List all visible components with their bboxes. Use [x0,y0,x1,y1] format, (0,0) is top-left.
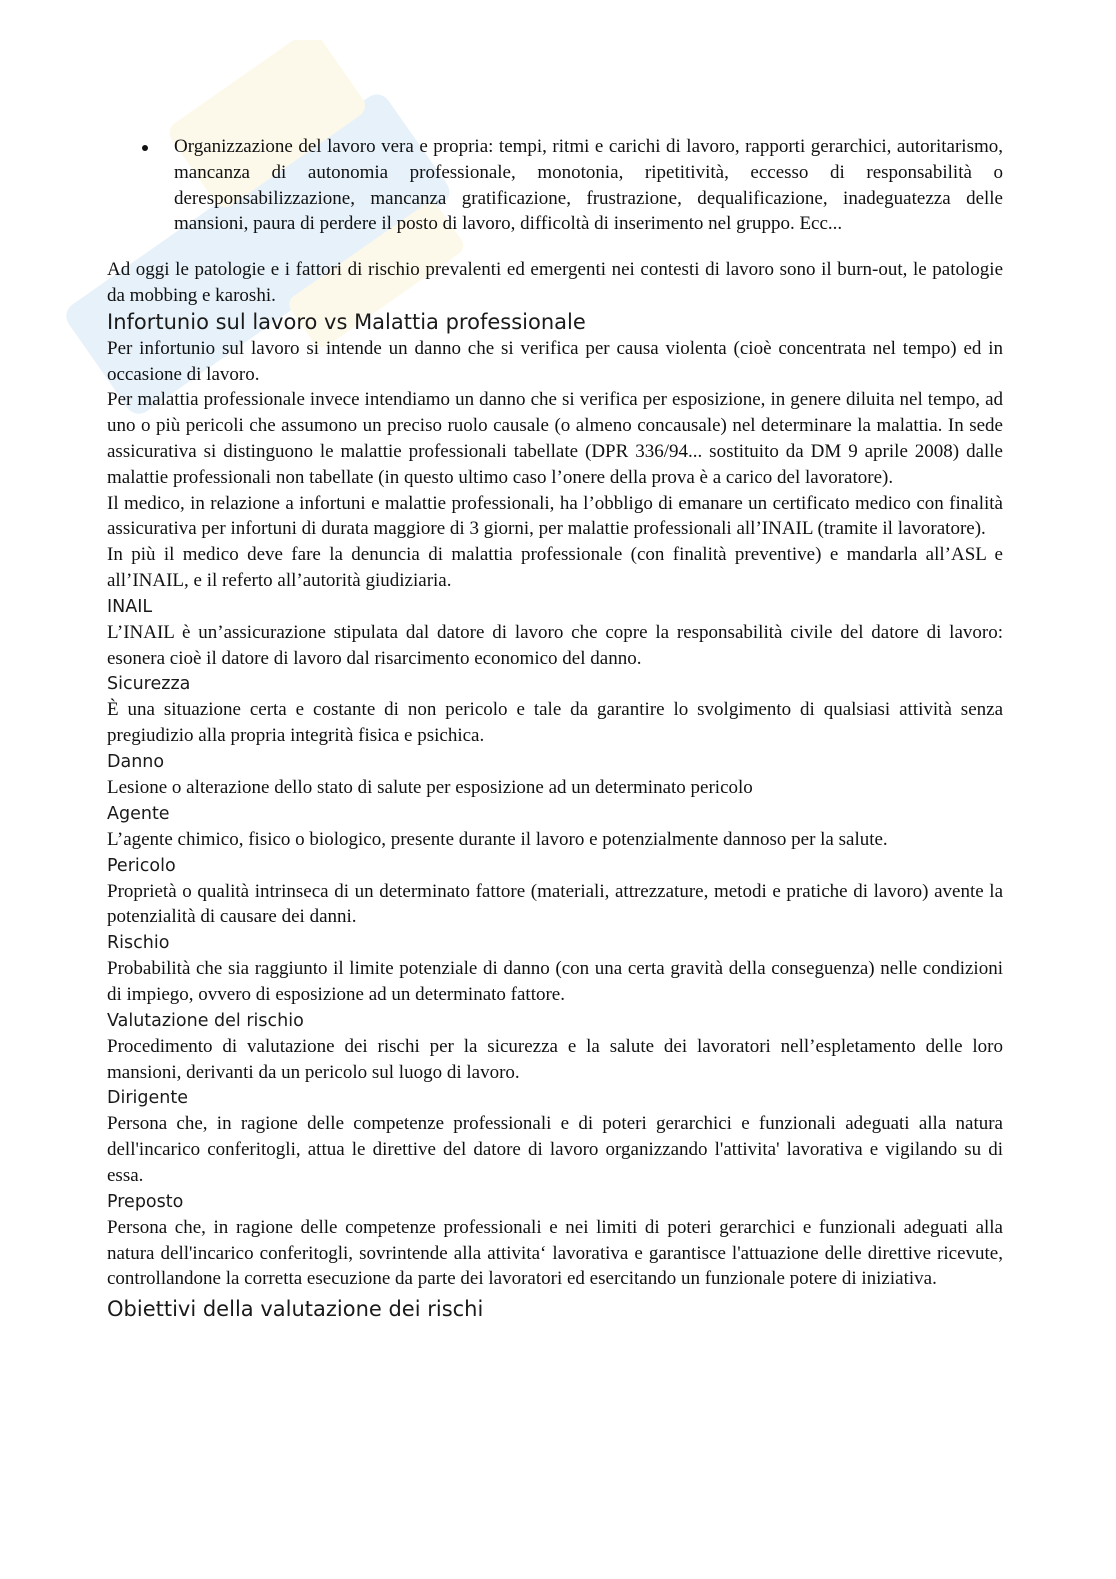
definition-inail: L’INAIL è un’assicurazione stipulata dal datore di lavoro che copre la responsabilità civile del datore di lavoro: esonera cioè il datore di lavoro dal risarcimento economico del danno. [107,621,1003,669]
paragraph-medico: Il medico, in relazione a infortuni e malattie professionali, ha l’obbligo di emanare un certificato medico con finalità assicurativa per infortuni di durata maggiore di 3 giorni, per malattie professionali all’INAIL (tramite il lavoratore). [107,492,1003,540]
bullet-text: Organizzazione del lavoro vera e propria: tempi, ritmi e carichi di lavoro, rapporti gerarchici, autoritarismo, mancanza di autonomia professionale, monotonia, ripetitività, eccesso di responsabilità o deresponsabilizzazione, mancanza gratificazione, frustrazione, dequalificazione, inadeguatezza delle mansioni, paura di perdere il posto di lavoro, difficoltà di inserimento nel gruppo. Ecc... [174,136,1003,235]
bullet-item [174,134,1003,237]
document-page [107,134,1003,1323]
term-dirigente: Dirigente [107,1088,188,1109]
term-valutazione-rischio: Valutazione del rischio [107,1010,304,1031]
intro-paragraph: Ad oggi le patologie e i fattori di rischio prevalenti ed emergenti nei contesti di lavoro sono il burn-out, le patologie da mobbing e karoshi. [107,259,1003,306]
definition-agente: L’agente chimico, fisico o biologico, presente durante il lavoro e potenzialmente dannoso per la salute. [107,828,888,850]
definition-sicurezza: È una situazione certa e costante di non pericolo e tale da garantire lo svolgimento di qualsiasi attività senza pregiudizio alla propria integrità fisica e psichica. [107,699,1003,747]
bullet-list [107,134,1003,237]
definition-danno: Lesione o alterazione dello stato di salute per esposizione ad un determinato pericolo [107,776,753,798]
term-agente: Agente [107,803,170,824]
paragraph-malattia: Per malattia professionale invece intendiamo un danno che si verifica per esposizione, in genere diluita nel tempo, ad uno o più pericoli che assumono un preciso ruolo causale (o almeno concausale) nel determinare la malattia. In sede assicurativa si distinguono le malattie professionali tabellate (DPR 336/94... sostituito da DM 9 aprile 2008) dalle malattie professionali non tabellate (in questo ultimo caso l’onere della prova è a carico del lavoratore). [107,389,1003,488]
section-heading-obiettivi: Obiettivi della valutazione dei rischi [107,1297,484,1322]
term-inail: INAIL [107,596,153,617]
section-heading-infortunio: Infortunio sul lavoro vs Malattia professionale [107,309,586,334]
term-danno: Danno [107,751,165,772]
bullet-dot-icon [142,145,148,151]
definition-rischio: Probabilità che sia raggiunto il limite potenziale di danno (con una certa gravità della conseguenza) nelle condizioni di impiego, ovvero di esposizione ad un determinato fattore. [107,958,1003,1005]
definition-pericolo: Proprietà o qualità intrinseca di un determinato fattore (materiali, attrezzature, metodi e pratiche di lavoro) avente la potenzialità di causare dei danni. [107,880,1003,928]
definition-dirigente: Persona che, in ragione delle competenze professionali e di poteri gerarchici e funzionali adeguati alla natura dell'incarico conferitogli, attua le direttive del datore di lavoro organizzando l'attivita' lavorativa e vigilando su di essa. [107,1113,1003,1186]
term-sicurezza: Sicurezza [107,674,191,695]
term-pericolo: Pericolo [107,855,176,876]
paragraph-denuncia: In più il medico deve fare la denuncia di malattia professionale (con finalità preventive) e mandarla all’ASL e all’INAIL, e il referto all’autorità giudiziaria. [107,544,1003,591]
term-rischio: Rischio [107,933,170,954]
definition-preposto: Persona che, in ragione delle competenze professionali e nei limiti di poteri gerarchici e funzionali adeguati alla natura dell'incarico conferitogli, sovrintende alla attivita‘ lavorativa e garantisce l'attuazione delle direttive ricevute, controllandone la corretta esecuzione da parte dei lavoratori ed esercitando un funzionale potere di iniziativa. [107,1216,1003,1290]
paragraph-infortunio: Per infortunio sul lavoro si intende un danno che si verifica per causa violenta (cioè concentrata nel tempo) ed in occasione di lavoro. [107,337,1003,385]
term-preposto: Preposto [107,1191,184,1212]
definition-valutazione-rischio: Procedimento di valutazione dei rischi per la sicurezza e la salute dei lavoratori nell’espletamento delle loro mansioni, derivanti da un pericolo sul luogo di lavoro. [107,1035,1003,1083]
